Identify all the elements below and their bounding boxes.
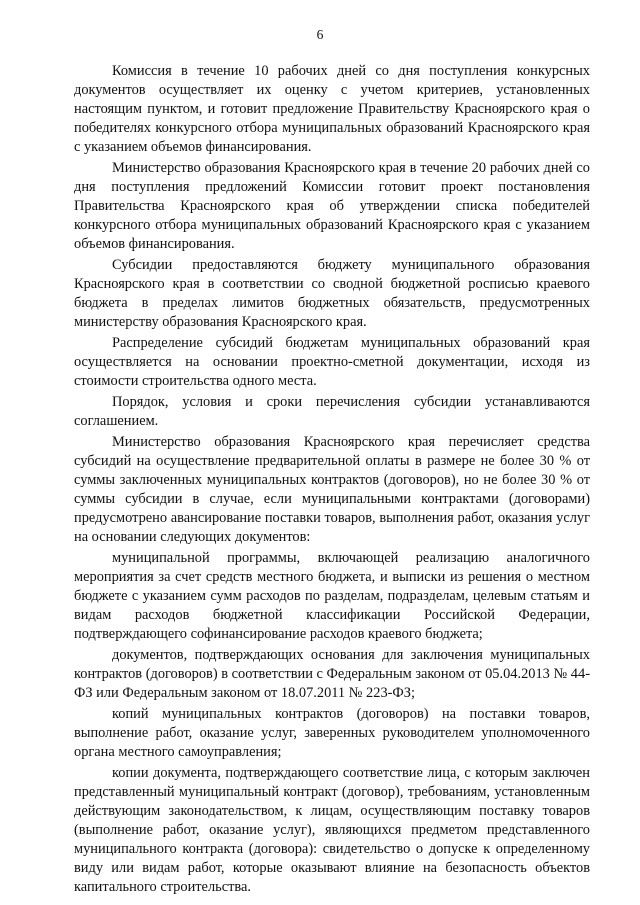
list-item-contract-basis-documents: документов, подтверждающих основания для заключения муниципальных контрактов (договоров) в соответствии с Федеральным законом от 05.04.2013 № 44-ФЗ или Федеральным законом от 18.07.2011 № 223-ФЗ; — [74, 647, 590, 701]
list-item-contract-copies: копий муниципальных контрактов (договоров) на поставки товаров, выполнение работ, оказание услуг, заверенных руководителем уполномоченного органа местного самоуправления; — [74, 706, 590, 760]
document-body — [74, 62, 590, 899]
list-item-municipal-program: муниципальной программы, включающей реализацию аналогичного мероприятия за счет средств местного бюджета, и выписки из решения о местном бюджете с указанием сумм расходов по разделам, подразделам, целевым статьям и видам расходов бюджетной классификации Российской Федерации, подтверждающего софинансирование расходов краевого бюджета; — [74, 550, 590, 642]
paragraph-advance-payment: Министерство образования Красноярского края перечисляет средства субсидий на осуществление предварительной оплаты в размере не более 30 % от суммы заключенных муниципальных контрактов (договоров), но не более 30 % от суммы субсидии в случае, если муниципальными контрактами (договорами) предусмотрено авансирование поставки товаров, выполнения работ, оказания услуг на основании следующих документов: — [74, 434, 590, 545]
paragraph-subsidies-provided: Субсидии предоставляются бюджету муниципального образования Красноярского края в соответствии со сводной бюджетной росписью краевого бюджета в пределах лимитов бюджетных обязательств, предусмотренных министерству образования Красноярского края. — [74, 257, 590, 330]
page-number: 6 — [316, 27, 324, 42]
paragraph-ministry-draft-resolution: Министерство образования Красноярского края в течение 20 рабочих дней со дня поступления предложений Комиссии готовит проект постановления Правительства Красноярского края об утверждении списка победителей конкурсного отбора муниципальных образований Красноярского края с указанием объемов финансирования. — [74, 160, 590, 252]
paragraph-commission-evaluation: Комиссия в течение 10 рабочих дней со дня поступления конкурсных документов осуществляет их оценку с учетом критериев, установленных настоящим пунктом, и готовит предложение Правительству Красноярского края о победителях конкурсного отбора муниципальных образований Красноярского края с указанием объемов финансирования. — [74, 63, 590, 155]
paragraph-transfer-procedure: Порядок, условия и сроки перечисления субсидии устанавливаются соглашением. — [74, 394, 590, 429]
list-item-compliance-document: копии документа, подтверждающего соответствие лица, с которым заключен представленный муниципальный контракт (договор), требованиям, установленным действующим законодательством, к лицам, осуществляющим поставку товаров (выполнение работ, оказание услуг), являющихся предметом представленного муниципального контракта (договора): свидетельство о допуске к определенному виду или видам работ, которые оказывают влияние на безопасность объектов капитального строительства. — [74, 765, 590, 895]
paragraph-subsidy-distribution: Распределение субсидий бюджетам муниципальных образований края осуществляется на основании проектно-сметной документации, исходя из стоимости строительства одного места. — [74, 335, 590, 389]
